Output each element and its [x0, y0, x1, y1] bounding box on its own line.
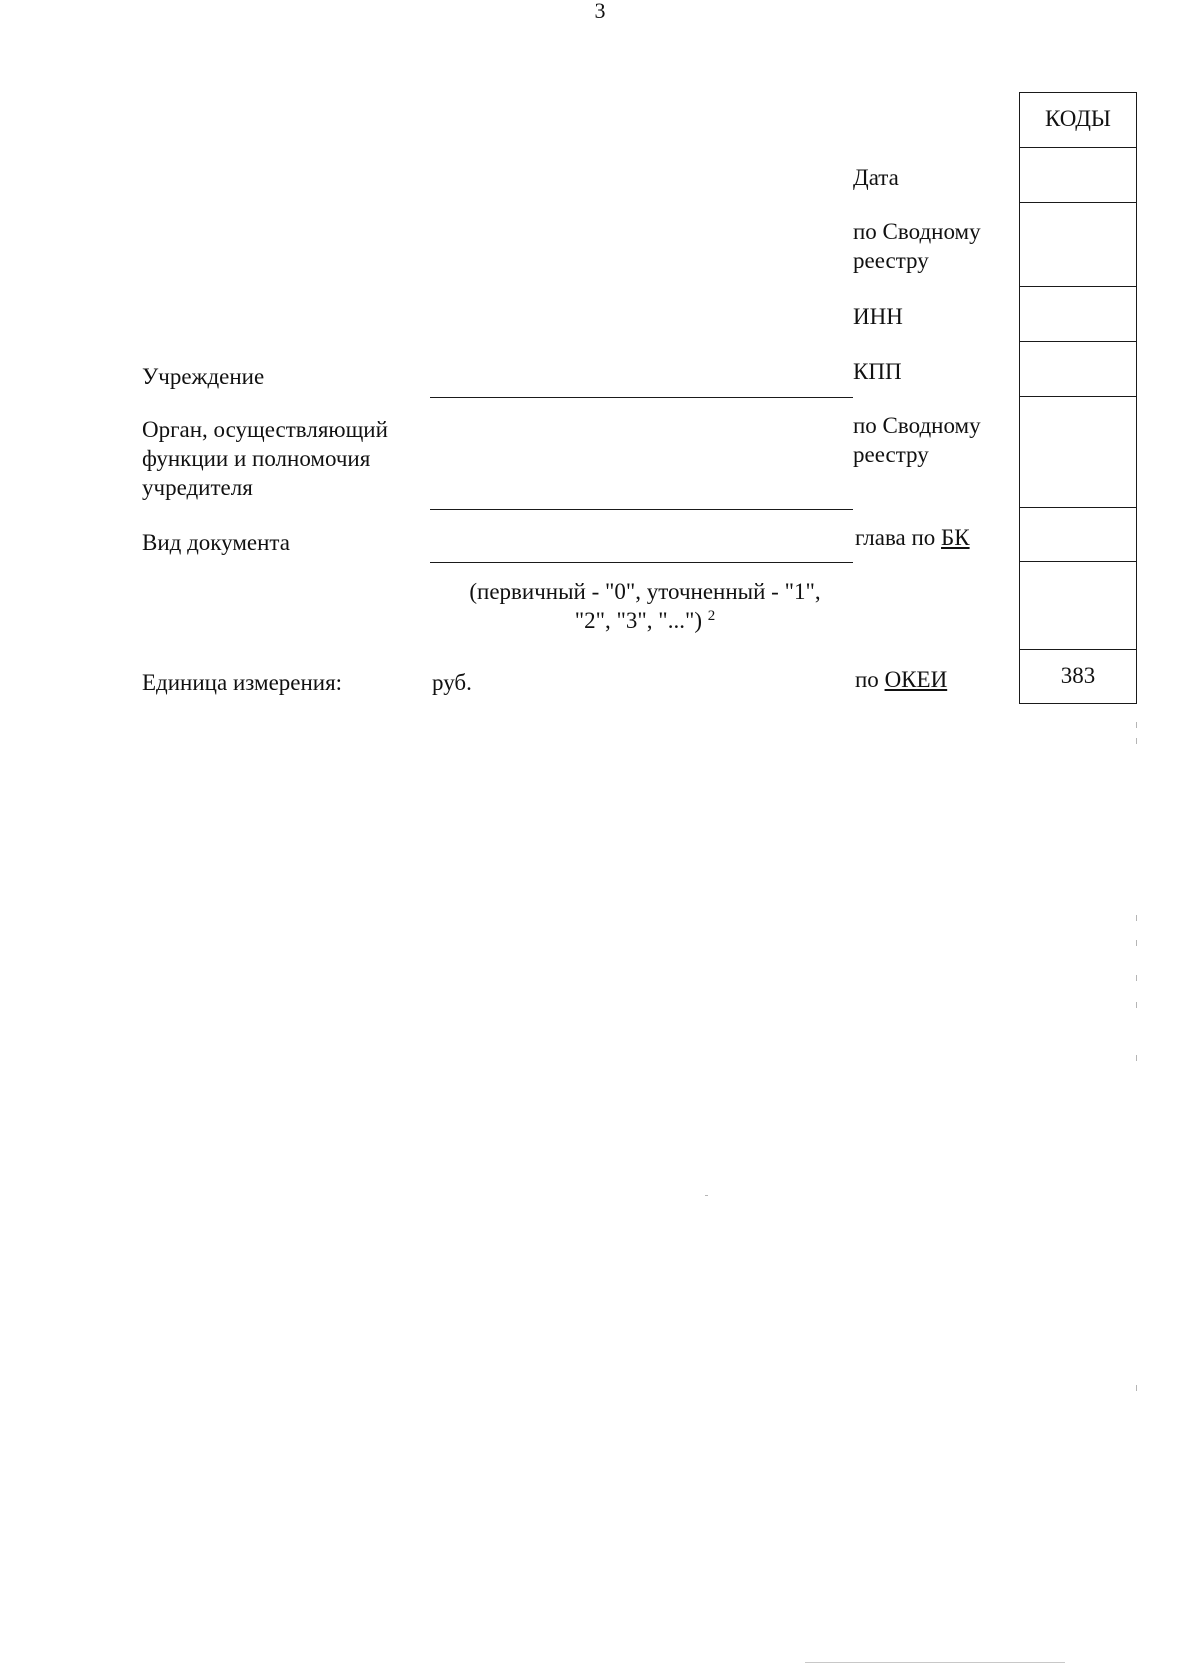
- founder-label-line1: Орган, осуществляющий: [142, 417, 388, 442]
- registry-label-2-line1: по Сводному: [853, 413, 981, 438]
- scan-speck: [1136, 722, 1137, 728]
- code-cell-kpp[interactable]: [1020, 341, 1136, 396]
- codes-header: КОДЫ: [1045, 106, 1111, 131]
- founder-fill-line[interactable]: [430, 509, 853, 510]
- document-type-hint-line2-wrap: [430, 606, 860, 635]
- unit-label: Единица измерения:: [142, 670, 343, 695]
- scan-edge: [805, 1662, 1065, 1663]
- code-cell-registry-2[interactable]: [1020, 396, 1136, 507]
- kpp-label: КПП: [853, 359, 902, 384]
- okei-label-prefix: по: [855, 667, 879, 692]
- document-type-hint-line2: "2", "3", "..."): [574, 608, 702, 633]
- date-label: Дата: [853, 165, 899, 190]
- registry-label-2-line2: реестру: [853, 442, 929, 467]
- founder-label-line2: функции и полномочия: [142, 446, 371, 471]
- code-cell-chapter[interactable]: [1020, 507, 1136, 561]
- scan-speck: [1136, 738, 1137, 744]
- founder-label-line3: учредителя: [142, 475, 253, 500]
- unit-value: руб.: [432, 670, 472, 695]
- code-cell-okei[interactable]: 383: [1020, 649, 1136, 703]
- okei-label: [855, 665, 947, 694]
- scan-speck: [1136, 1055, 1137, 1061]
- code-cell-blank[interactable]: [1020, 561, 1136, 649]
- registry-label-1-line2: реестру: [853, 248, 929, 273]
- scan-speck: [1136, 975, 1137, 981]
- scan-speck: [1136, 1002, 1137, 1008]
- code-cell-registry-1[interactable]: [1020, 202, 1136, 286]
- institution-fill-line[interactable]: [430, 397, 853, 398]
- document-type-label: Вид документа: [142, 530, 290, 555]
- document-type-fill-line[interactable]: [430, 562, 853, 563]
- document-type-hint: [430, 577, 860, 635]
- codes-table: [1019, 92, 1137, 704]
- document-type-hint-line1: (первичный - "0", уточненный - "1",: [469, 579, 821, 604]
- scan-speck: [1136, 1385, 1137, 1391]
- chapter-label: [855, 523, 970, 552]
- scan-speck: [705, 1195, 708, 1196]
- footnote-marker: 2: [707, 608, 716, 624]
- code-cell-inn[interactable]: [1020, 286, 1136, 341]
- chapter-label-prefix: глава по: [855, 525, 936, 550]
- page-number: 3: [594, 0, 606, 23]
- code-cell-date[interactable]: [1020, 147, 1136, 202]
- bk-link: БК: [941, 525, 970, 550]
- scan-speck: [1136, 915, 1137, 921]
- scan-speck: [1136, 940, 1137, 946]
- registry-label-1-line1: по Сводному: [853, 219, 981, 244]
- okei-link: ОКЕИ: [884, 667, 948, 692]
- institution-label: Учреждение: [142, 364, 265, 389]
- inn-label: ИНН: [853, 304, 903, 329]
